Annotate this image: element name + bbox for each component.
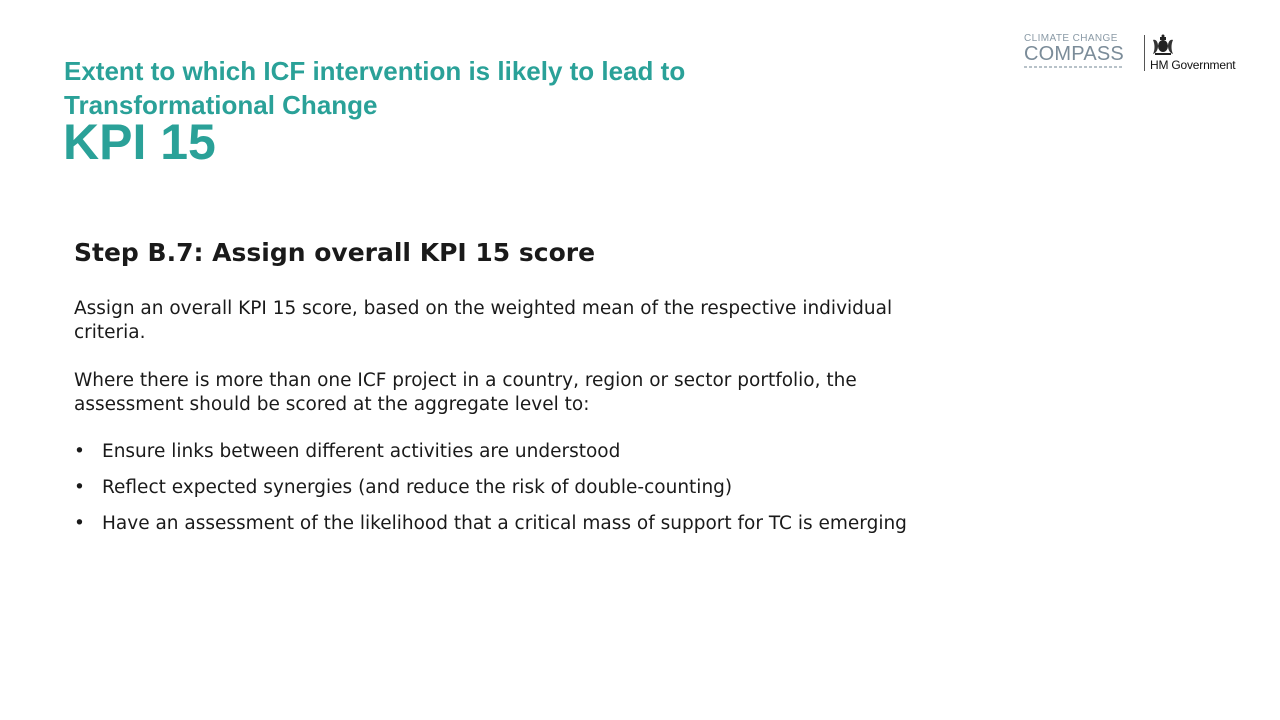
bullet-marker: • xyxy=(74,477,85,498)
compass-logo-tagline xyxy=(1024,66,1122,68)
step-heading: Step B.7: Assign overall KPI 15 score xyxy=(74,238,596,267)
hm-government-logo xyxy=(1150,34,1250,74)
slide-title: Extent to which ICF intervention is likely to lead to Transformational Change xyxy=(64,56,686,120)
climate-change-compass-logo xyxy=(1024,32,1130,72)
compass-logo-wordmark: COMPASS xyxy=(1024,43,1124,65)
logo-bar xyxy=(1020,32,1260,76)
list-item xyxy=(74,476,974,512)
compass-logo-subtitle: CLIMATE CHANGE xyxy=(1024,33,1118,44)
bullet-list xyxy=(74,440,974,548)
bullet-marker: • xyxy=(74,513,85,534)
bullet-marker: • xyxy=(74,441,85,462)
kpi-title: KPI 15 xyxy=(63,114,216,170)
bullet-text: Ensure links between different activities are understood xyxy=(102,441,621,462)
list-item xyxy=(74,512,974,548)
list-item xyxy=(74,440,974,476)
logo-divider xyxy=(1144,35,1145,71)
bullet-text: Have an assessment of the likelihood that a critical mass of support for TC is emerging xyxy=(102,513,907,534)
paragraph-overall-score: Assign an overall KPI 15 score, based on the weighted mean of the respective individual criteria. xyxy=(74,298,893,343)
royal-coat-of-arms-icon xyxy=(1150,34,1176,56)
paragraph-aggregate-level: Where there is more than one ICF project in a country, region or sector portfolio, the assessment should be scored at the aggregate level to: xyxy=(74,370,857,415)
bullet-text: Reflect expected synergies (and reduce the risk of double-counting) xyxy=(102,477,733,498)
hm-government-wordmark: HM Government xyxy=(1150,58,1236,72)
